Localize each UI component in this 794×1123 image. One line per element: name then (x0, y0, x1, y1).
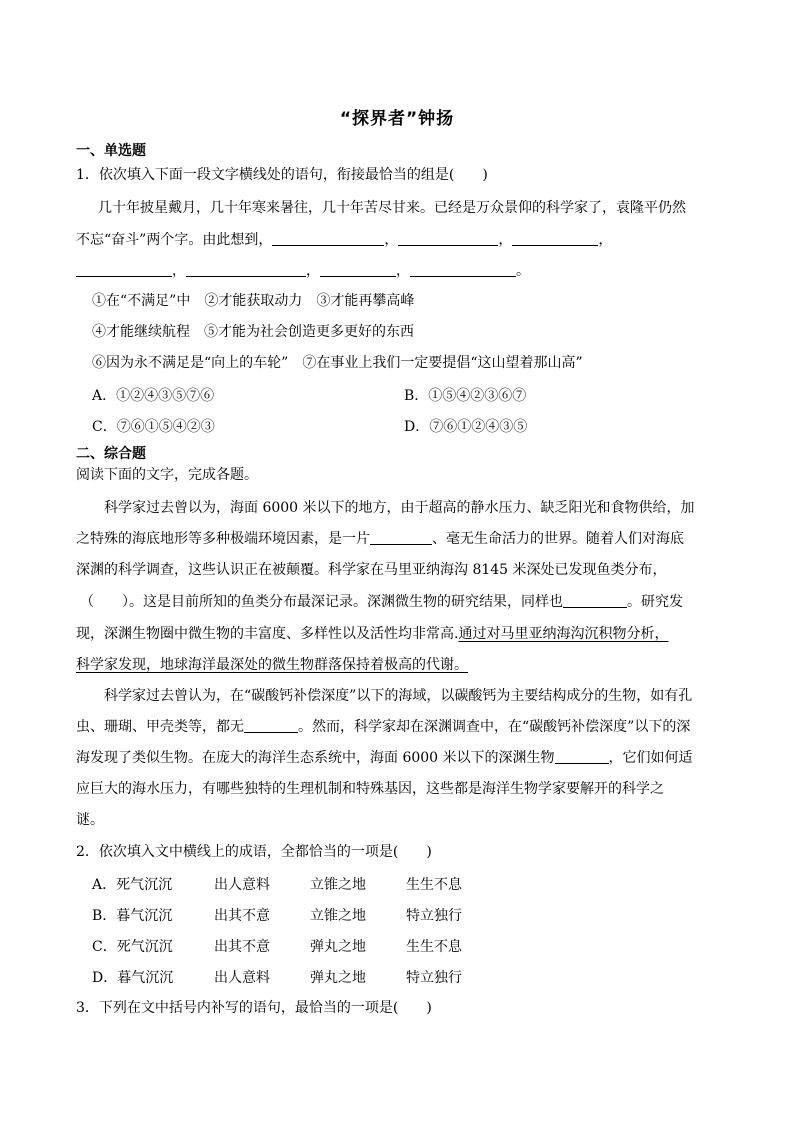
passage-text: 。然而，科学家却在深渊调查中，在“碳酸钙补偿深度”以下的深 (298, 719, 691, 735)
question-1-passage-line-1: 几十年披星戴月，几十年寒来暑往，几十年苦尽甘来。已经是万众景仰的科学家了，袁隆平仍然 (98, 200, 686, 216)
reading-paragraph-1-line-6: 科学家发现，地球海洋最深处的微生物群落保持着极高的代谢。 (76, 657, 468, 673)
q2-choice-c-term-4: 生生不息 (406, 939, 462, 955)
answer-blank (186, 262, 306, 277)
q2-choice-c-term-2: 出其不意 (214, 939, 270, 955)
passage-text: ，它们如何适 (608, 750, 693, 766)
reading-paragraph-2-line-4: 应巨大的海水压力，有哪些独特的生理机制和特殊基因，这些都是海洋生物学家要解开的科学之 (76, 781, 664, 797)
reading-paragraph-2-line-5: 谜。 (76, 812, 104, 828)
question-1-passage-line-3 (76, 262, 530, 280)
answer-blank (563, 593, 627, 608)
answer-blank (244, 718, 298, 733)
q2-choice-d-term-2: 出人意料 (214, 970, 270, 986)
q2-choice-b-term-4: 特立独行 (406, 908, 462, 924)
question-1-stem: 1．依次填入下面一段文字横线处的语句，衔接最恰当的组是( ) (76, 167, 488, 183)
choice-b[interactable]: B．①⑤④②③⑥⑦ (404, 388, 527, 404)
question-1-option-line-3: ⑥因为永不满足是“向上的车轮” ⑦在事业上我们一定要提倡“这山望着那山高” (92, 355, 583, 371)
reading-paragraph-1-line-5 (76, 625, 668, 643)
passage-text: 不忘“奋斗”两个字。由此想到， (76, 232, 273, 248)
passage-text: 之特殊的海底地形等多种极端环境因素，是一片 (76, 531, 370, 547)
q2-choice-b-term-3: 立锥之地 (310, 908, 366, 924)
period: 。 (516, 263, 530, 279)
q2-choice-a-term-3: 立锥之地 (310, 877, 366, 893)
q2-choice-b-term-2: 出其不意 (214, 908, 270, 924)
choice-a[interactable]: A．①②④③⑤⑦⑥ (92, 388, 215, 404)
q2-choice-c-term-3: 弹丸之地 (310, 939, 366, 955)
passage-text: （ ）。这是目前所知的鱼类分布最深记录。深渊微生物的研究结果，同样也 (80, 594, 563, 610)
passage-text: 虫、珊瑚、甲壳类等，都无 (76, 719, 244, 735)
reading-paragraph-1-line-4 (80, 593, 683, 611)
choice-c[interactable]: C．⑦⑥①⑤④②③ (92, 419, 215, 435)
question-1-option-line-1: ①在“不满足”中 ②才能获取动力 ③才能再攀高峰 (92, 293, 415, 309)
reading-paragraph-2-line-2 (76, 718, 690, 736)
comma: ， (498, 232, 513, 248)
underlined-sentence: 通过对马里亚纳海沟沉积物分析， (458, 626, 669, 642)
q2-choice-a-term-1[interactable]: A．死气沉沉 (92, 877, 173, 893)
q2-choice-d-term-1[interactable]: D．暮气沉沉 (92, 970, 174, 986)
question-1-option-line-2: ④才能继续航程 ⑤才能为社会创造更多更好的东西 (92, 324, 414, 340)
q2-choice-d-term-3: 弹丸之地 (310, 970, 366, 986)
page-title: “探界者”钟扬 (339, 109, 455, 129)
answer-blank (272, 231, 384, 246)
comma: ， (172, 263, 186, 279)
question-1-passage-line-2 (76, 231, 612, 249)
answer-blank (555, 749, 609, 764)
answer-blank (398, 231, 498, 246)
reading-paragraph-1-line-3: 深渊的科学调查，这些认识正在被颠覆。科学家在马里亚纳海沟 8145 米深处已发现鱼类分布， (76, 562, 667, 578)
comma: ， (384, 232, 399, 248)
q2-choice-a-term-2: 出人意料 (214, 877, 270, 893)
question-2-stem: 2．依次填入文中横线上的成语，全都恰当的一项是( ) (76, 844, 432, 860)
comma: ， (396, 263, 410, 279)
q2-choice-b-term-1[interactable]: B．暮气沉沉 (92, 908, 173, 924)
question-3-stem: 3．下列在文中括号内补写的语句，最恰当的一项是( ) (76, 1000, 432, 1016)
passage-text: 海发现了类似生物。在庞大的海洋生态系统中，海面 6000 米以下的深渊生物 (76, 750, 555, 766)
q2-choice-c-term-1[interactable]: C．死气沉沉 (92, 939, 173, 955)
answer-blank (320, 262, 396, 277)
q2-choice-a-term-4: 生生不息 (406, 877, 462, 893)
answer-blank (76, 262, 172, 277)
passage-text: 。研究发 (627, 594, 683, 610)
answer-blank (512, 231, 598, 246)
section-heading-comprehensive: 二、综合题 (76, 446, 146, 462)
reading-paragraph-1-line-1: 科学家过去曾以为，海面 6000 米以下的地方，由于超高的静水压力、缺乏阳光和食物供给，加 (104, 500, 695, 516)
passage-text: 现，深渊生物圈中微生物的丰富度、多样性以及活性均非常高. (76, 626, 459, 642)
passage-text: 、毫无生命活力的世界。随着人们对海底 (432, 531, 684, 547)
answer-blank (370, 530, 432, 545)
comma: ， (306, 263, 320, 279)
comma: ， (598, 232, 613, 248)
reading-paragraph-2-line-1: 科学家过去曾认为，在“碳酸钙补偿深度”以下的海域，以碳酸钙为主要结构成分的生物，如有孔 (104, 688, 693, 704)
answer-blank (410, 262, 516, 277)
reading-intro: 阅读下面的文字，完成各题。 (76, 467, 258, 483)
q2-choice-d-term-4: 特立独行 (406, 970, 462, 986)
reading-paragraph-2-line-3 (76, 749, 693, 767)
choice-d[interactable]: D．⑦⑥①②④③⑤ (404, 419, 528, 435)
reading-paragraph-1-line-2 (76, 530, 684, 548)
section-heading-single-choice: 一、单选题 (76, 143, 146, 159)
